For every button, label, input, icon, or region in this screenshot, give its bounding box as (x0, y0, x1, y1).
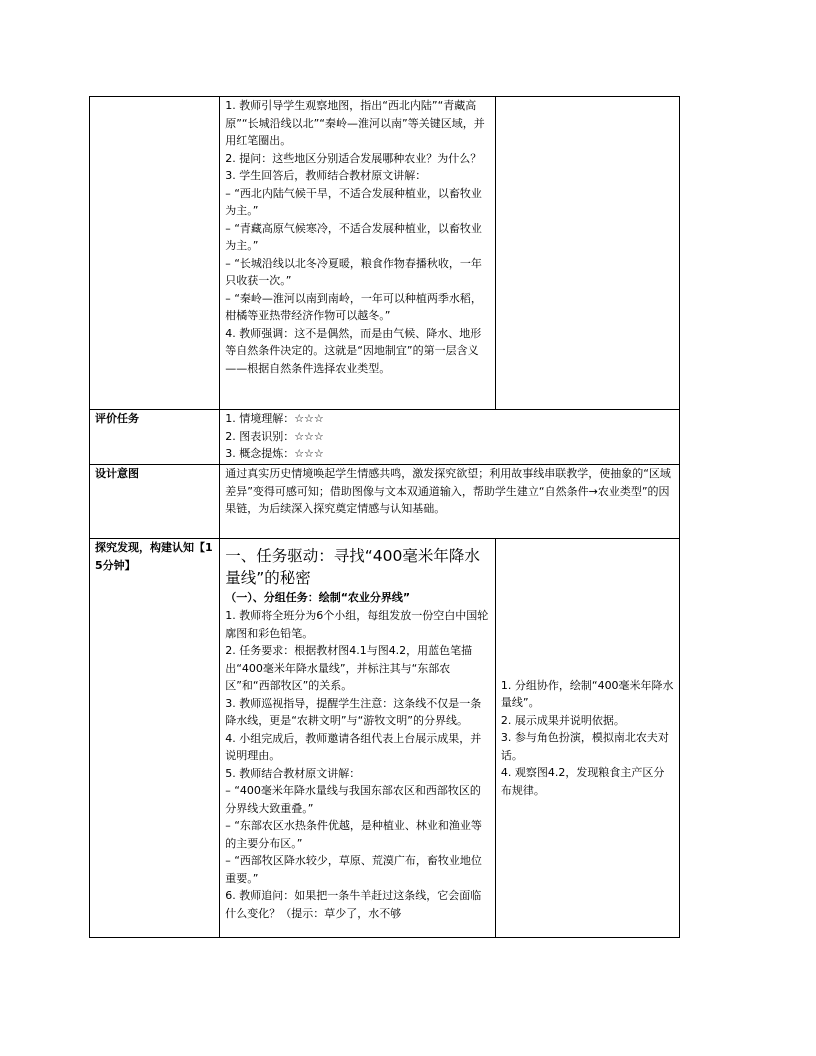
table-row (90, 465, 680, 539)
list-item: 4. 教师强调：这不是偶然，而是由气候、降水、地形等自然条件决定的。这就是“因地制宜”的第一层含义——根据自然条件选择农业类型。 (225, 326, 482, 375)
design-intent-label: 设计意图 (90, 465, 220, 539)
explore-student-cell (495, 539, 679, 938)
list-item: 1. 情境理解：☆☆☆ (225, 412, 324, 425)
list-item: – “东部农区水热条件优越，是种植业、林业和渔业等的主要分布区。” (225, 819, 482, 850)
row-label-empty (90, 97, 220, 410)
explore-label: 探究发现，构建认知【15分钟】 (90, 539, 220, 938)
list-item: – “西北内陆气候干旱，不适合发展种植业，以畜牧业为主。” (225, 186, 482, 217)
table-row (90, 97, 680, 410)
list-item: 1. 教师将全班分为6个小组，每组发放一份空白中国轮廓图和彩色铅笔。 (225, 609, 489, 640)
subsection-title: （一）、分组任务：绘制“农业分界线” (225, 591, 411, 604)
list-item: 4. 观察图4.2，发现粮食主产区分布规律。 (500, 766, 665, 797)
evaluation-cell (220, 410, 680, 465)
lesson-plan-table (89, 96, 680, 938)
list-item: 2. 任务要求：根据教材图4.1与图4.2，用蓝色笔描出“400毫米年降水量线”，并标注其与“东部农区”和“西部牧区”的关系。 (225, 644, 473, 692)
list-item: – “西部牧区降水较少，草原、荒漠广布，畜牧业地位重要。” (225, 854, 482, 885)
table-row (90, 539, 680, 938)
design-intent-text: 通过真实历史情境唤起学生情感共鸣，激发探究欲望；利用故事线串联教学，使抽象的“区域差异”变得可感可知；借助图像与文本双通道输入，帮助学生建立“自然条件→农业类型”的因果链，为后续深入探究奠定情感与认知基础。 (225, 467, 671, 515)
list-item: – “青藏高原气候寒冷，不适合发展种植业，以畜牧业为主。” (225, 221, 482, 252)
list-item: 4. 小组完成后，教师邀请各组代表上台展示成果，并说明理由。 (225, 731, 482, 762)
list-item: – “秦岭—淮河以南到南岭，一年可以种植两季水稻，柑橘等亚热带经济作物可以越冬。” (225, 291, 482, 322)
student-activity-cell (495, 97, 679, 410)
table-row (90, 410, 680, 465)
list-item: 5. 教师结合教材原文讲解： (225, 766, 361, 780)
list-item: 2. 提问：这些地区分别适合发展哪种农业？为什么？ (225, 151, 482, 165)
list-item: 1. 分组协作，绘制“400毫米年降水量线”。 (500, 678, 674, 710)
list-item: – “400毫米年降水量线与我国东部农区和西部牧区的分界线大致重叠。” (225, 784, 481, 815)
list-item: 2. 图表识别：☆☆☆ (225, 429, 324, 443)
section-title: 一、任务驱动：寻找“400毫米年降水量线”的秘密 (225, 547, 480, 587)
list-item: 2. 展示成果并说明依据。 (500, 713, 625, 727)
list-item: – “长城沿线以北冬冷夏暖，粮食作物春播秋收，一年只收获一次。” (225, 256, 482, 287)
teacher-activity-cell (220, 97, 496, 410)
evaluation-label: 评价任务 (90, 410, 220, 465)
list-item: 3. 教师巡视指导，提醒学生注意：这条线不仅是一条降水线，更是“农耕文明”与“游牧文明”的分界线。 (225, 696, 482, 727)
explore-teacher-cell (220, 539, 496, 938)
list-item: 1. 教师引导学生观察地图，指出“西北内陆”“青藏高原”“长城沿线以北”“秦岭—淮河以南”等关键区域，并用红笔圈出。 (225, 99, 485, 147)
list-item: 3. 学生回答后，教师结合教材原文讲解： (225, 169, 427, 182)
list-item: 6. 教师追问：如果把一条牛羊赶过这条线，它会面临什么变化？（提示：草少了，水不够 (225, 889, 482, 920)
list-item: 3. 概念提炼：☆☆☆ (225, 447, 324, 460)
list-item: 3. 参与角色扮演，模拟南北农夫对话。 (500, 731, 669, 762)
design-intent-cell (220, 465, 680, 539)
